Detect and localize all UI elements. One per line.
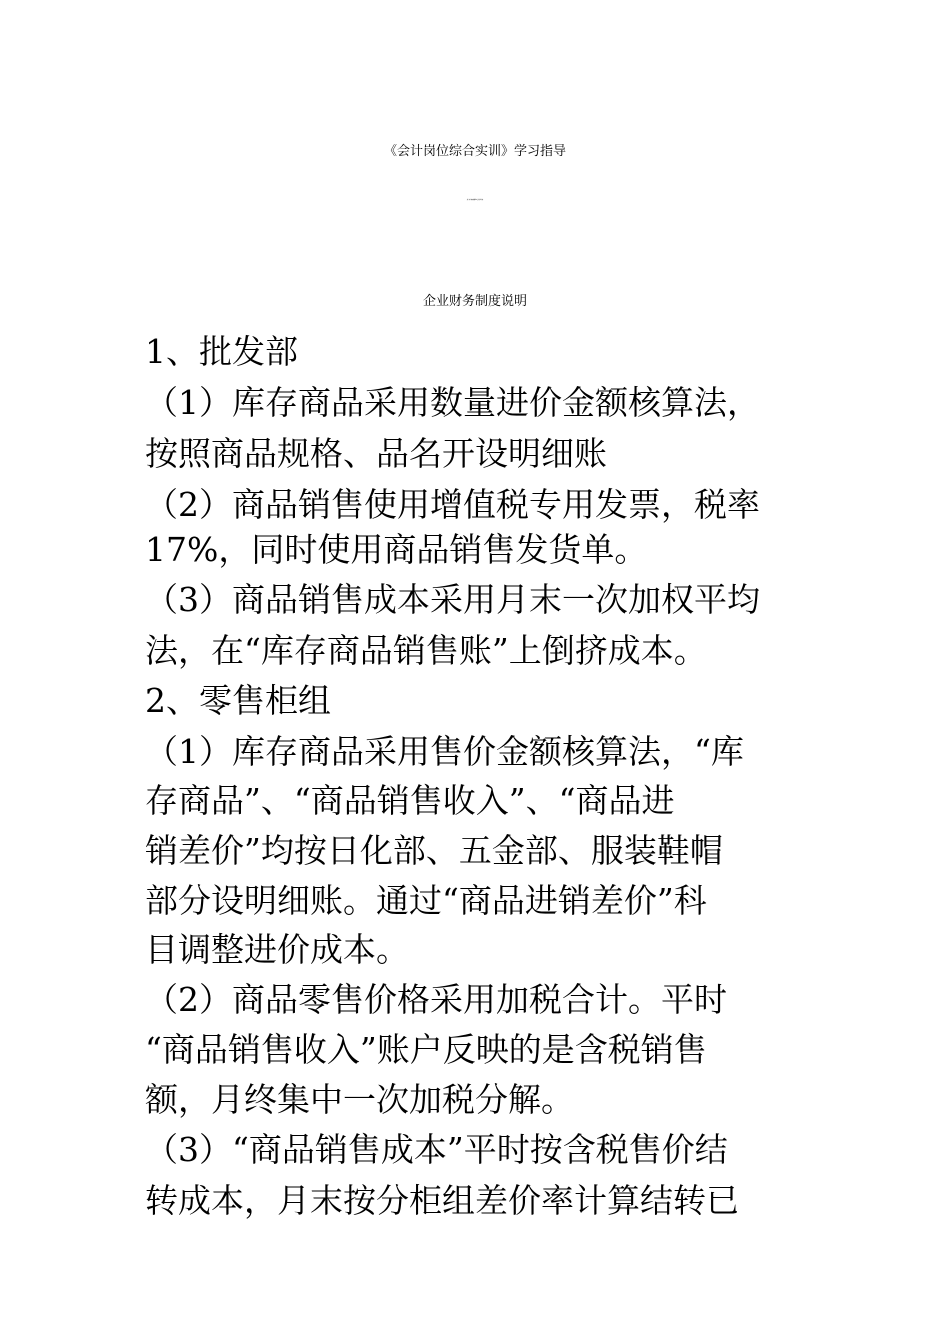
body-line: （1）库存商品采用数量进价金额核算法， bbox=[145, 383, 760, 422]
body-line: “商品销售收入”账户反映的是含税销售 bbox=[145, 1030, 707, 1069]
section-title: 企业财务制度说明 bbox=[422, 294, 527, 309]
body-line: 按照商品规格、品名开设明细账 bbox=[145, 434, 607, 473]
body-line: 17%，同时使用商品销售发货单。 bbox=[145, 530, 648, 569]
body-line: 2、零售柜组 bbox=[145, 681, 331, 720]
body-line: （1）库存商品采用售价金额核算法，“库 bbox=[145, 732, 744, 771]
body-line: 1、批发部 bbox=[145, 332, 298, 371]
body-line: 目调整进价成本。 bbox=[145, 930, 409, 969]
document-subtitle: 第二部分 商品流通企业会计岗位实训 bbox=[466, 200, 484, 201]
body-line: 部分设明细账。通过“商品进销差价”科 bbox=[145, 881, 707, 920]
body-line: （3）“商品销售成本”平时按含税售价结 bbox=[145, 1130, 728, 1169]
body-line: （3）商品销售成本采用月末一次加权平均 bbox=[145, 580, 760, 619]
body-line: （2）商品零售价格采用加税合计。平时 bbox=[145, 980, 727, 1019]
body-line: （2）商品销售使用增值税专用发票，税率 bbox=[145, 485, 760, 524]
body-line: 存商品”、“商品销售收入”、“商品进 bbox=[145, 781, 675, 820]
document-title: 《会计岗位综合实训》学习指导 bbox=[383, 144, 566, 159]
body-line: 转成本，月末按分柜组差价率计算结转已 bbox=[145, 1181, 739, 1220]
body-line: 销差价”均按日化部、五金部、服装鞋帽 bbox=[145, 831, 723, 870]
body-line: 法，在“库存商品销售账”上倒挤成本。 bbox=[145, 631, 707, 670]
body-line: 额，月终集中一次加税分解。 bbox=[145, 1080, 574, 1119]
